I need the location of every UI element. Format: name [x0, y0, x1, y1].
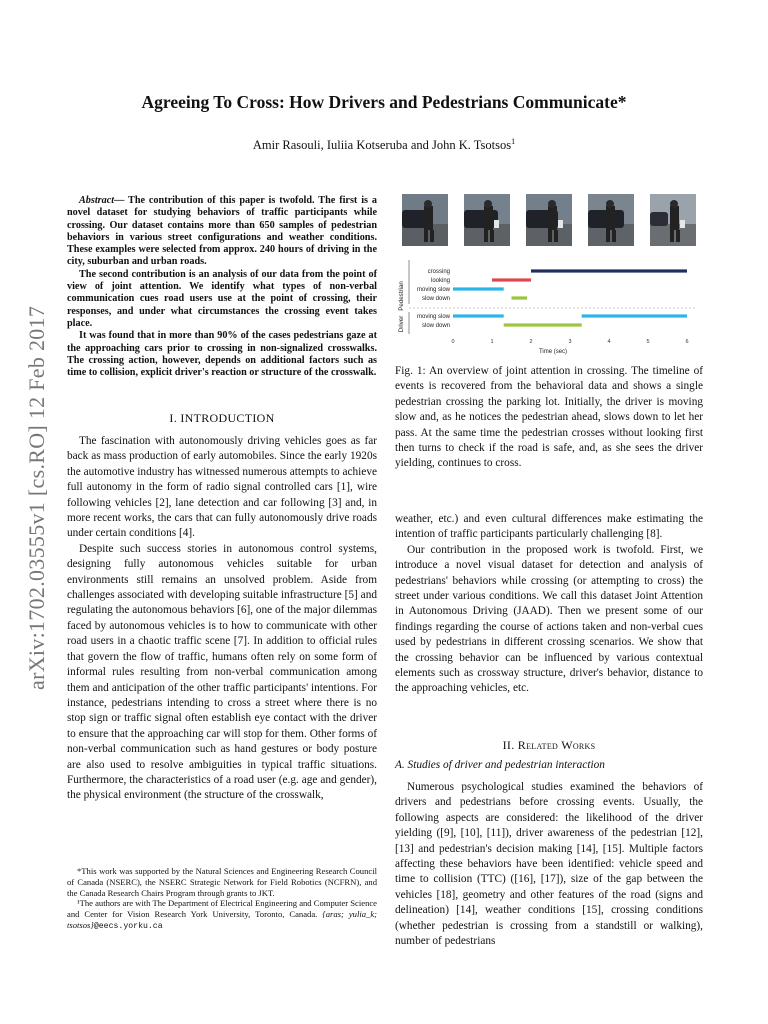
group-label-driver: Driver: [398, 315, 405, 333]
footnote-funding: *This work was supported by the Natural Sciences and Engineering Research Council of Canada (NSERC), the NSERC Strategic Network for Field Robotics (NCFRN), and the Canada Research Chairs Program through grants to JKT.: [67, 866, 377, 898]
author-list: [0, 137, 768, 153]
timeline-bar-pedestrian-looking-0: [492, 278, 531, 281]
x-tick-label: 5: [646, 339, 650, 345]
photo-frame-1: [402, 194, 448, 246]
email-domain: @eecs.yorku.ca: [93, 921, 163, 931]
subsection-heading-a: A. Studies of driver and pedestrian interaction: [395, 759, 605, 771]
timeline-x-label: Time (sec): [538, 349, 568, 355]
figure-timeline: [395, 252, 703, 360]
row-label-pedestrian-slow-down: slow down: [421, 296, 450, 302]
timeline-bar-pedestrian-slow-down-0: [512, 296, 528, 299]
timeline-bar-driver-moving-slow-1: [582, 314, 687, 317]
x-tick-label: 2: [529, 339, 533, 345]
intro-paragraph-1: The fascination with autonomously driving vehicles goes as far back as mass production of early automobiles. Since the early 1920s the automotive industry has witnessed numerous attempts to achieve full autonomy in the form of radio signal controlled cars [1], wire following vehicles [2], lane detection and car following [3] and, in more recent works, the cars that can fully autonomously drive roads under certain conditions [4].: [67, 435, 377, 540]
abstract-paragraph-3: It was found that in more than 90% of the cases pedestrians gaze at the approaching cars prior to crossing in non-signalized crosswalks. The crossing action, however, depends on additional factors such as time to collision, explicit driver's reaction or structure of the crosswalk.: [67, 330, 377, 379]
intro-paragraph-2: Despite such success stories in autonomous control systems, designing fully autonomous vehicles suitable for urban environments still remains an unsolved problem. Aside from challenges associated with developing suitable infrastructure [5] and regulating the autonomous behaviors [6], one of the major dilemmas faced by autonomous vehicles is to how to communicate with other road users in a chaotic traffic scene [7]. In addition to official rules that govern the flow of traffic, humans often rely on some form of informal rules resulting from non-verbal communication among them and anticipation of the other traffic participants' intentions. For instance, pedestrians intending to cross a street where there is no stop sign or traffic signal often establish eye contact with the driver to ensure that the approaching car will stop for them. Other forms of non-verbal communication such as hand gestures or body posture are also used to resolve ambiguities in typical traffic situations. Furthermore, the characteristics of a road user (e.g. age and gender), the physical environment (the structure of the crosswalk,: [67, 542, 377, 802]
section-heading-related-works: II. Related Works: [502, 738, 596, 752]
related-works-body: [395, 780, 703, 949]
introduction-body: [67, 434, 377, 804]
x-tick-label: 6: [685, 339, 689, 345]
timeline-bar-driver-moving-slow-0: [453, 314, 504, 317]
author-names: Amir Rasouli, Iuliia Kotseruba and John K. Tsotsos: [252, 138, 512, 153]
row-label-pedestrian-crossing: crossing: [427, 269, 450, 275]
photo-frame-5: [650, 194, 696, 246]
arxiv-identifier: arXiv:1702.03555v1 [cs.RO] 12 Feb 2017: [24, 305, 49, 690]
timeline-bar-pedestrian-moving-slow-0: [453, 287, 504, 290]
group-label-pedestrian: Pedestrian: [398, 281, 405, 311]
x-tick-label: 3: [568, 339, 572, 345]
timeline-chart: [395, 252, 703, 360]
photo-frame-2: [464, 194, 510, 246]
x-tick-label: 4: [607, 339, 611, 345]
row-label-driver-slow-down: slow down: [421, 323, 450, 329]
row-label-pedestrian-looking: looking: [430, 278, 450, 284]
figure-caption: Fig. 1: An overview of joint attention in crossing. The timeline of events is recovered from the behavioral data and shows a single pedestrian crossing the parking lot. Initially, the driver is moving slow and, as he notices the pedestrian ahead, slows down to let her pass. At the same time the pedestrian crosses without looking first then turns to check if the road is safe, and, as she sees the driver yielding, continues to cross.: [395, 365, 703, 470]
abstract-text-1: — The contribution of this paper is twofold. The first is a novel dataset for studying behaviors of traffic participants while crossing. Our dataset contains more than 650 samples of pedestrian behaviors in various street configurations and weather conditions. These examples were selected from approx. 240 hours of driving in the city, suburban and urban roads.: [67, 195, 377, 268]
author-affiliation-mark: 1: [511, 137, 516, 146]
photo-frame-3: [526, 194, 572, 246]
footnotes: [67, 866, 377, 933]
figure-photo-strip: [402, 194, 698, 246]
footnote-affiliation: [67, 898, 377, 932]
paper-title: Agreeing To Cross: How Drivers and Pedestrians Communicate*: [141, 92, 627, 112]
related-works-paragraph: Numerous psychological studies examined the behaviors of drivers and pedestrians before crossing events. Usually, the following aspects are considered: the likelihood of the driver yielding ([9], [10], [11]), driver awareness of the pedestrian [12], [13] and pedestrian's decision making [14], [15]. Multiple factors affecting these behaviors have been identified: vehicle speed and time to collision (TTC) ([16], [17]), size of the gap between the vehicles [18], geometry and other features of the road (signs and delineation) [14], weather conditions [15], crossing conditions (whether pedestrian is crossing from a standstill or walking), number of pedestrians: [395, 781, 703, 948]
row-label-pedestrian-moving-slow: moving slow: [416, 287, 450, 293]
photo-frame-4: [588, 194, 634, 246]
x-tick-label: 0: [451, 339, 455, 345]
email-usernames: {aras; yulia_k; tsotsos}: [67, 909, 378, 930]
abstract-label: Abstract: [79, 195, 115, 206]
intro-continuation: weather, etc.) and even cultural differences make estimating the intention of traffic participants particularly challenging [8].: [395, 513, 703, 541]
abstract-paragraph-2: The second contribution is an analysis of our data from the point of view of joint attention. We identify what types of non-verbal communication cues road users use at the point of crossing, their responses, and under what circumstances the crossing event takes place.: [67, 268, 377, 329]
row-label-driver-moving-slow: moving slow: [416, 314, 450, 320]
timeline-bar-driver-slow-down-0: [504, 323, 582, 326]
abstract: [67, 195, 377, 379]
right-column-body: [395, 512, 703, 697]
timeline-bar-pedestrian-crossing-0: [531, 269, 687, 272]
section-heading-introduction: I. INTRODUCTION: [169, 411, 275, 425]
footnote-affiliation-text: ¹The authors are with The Department of Electrical Engineering and Computer Science and Center for Vision Research York University, Toronto, Canada.: [67, 898, 377, 920]
contribution-paragraph: Our contribution in the proposed work is twofold. First, we introduce a novel visual dataset for detection and analysis of pedestrians' behaviors while crossing (or attempting to cross) the street under various conditions. We call this dataset Joint Attention in Autonomous Driving (JAAD). Then we present some of our findings regarding the course of actions taken and non-verbal cues used by pedestrians in different crossing scenarios. We show that the crossing behavior can be influenced by various contextual elements such as crossway structure, driver's behavior, distance to the approaching vehicles, etc.: [395, 543, 703, 695]
photo-strip-svg: [402, 194, 698, 246]
abstract-paragraph-1: [67, 195, 377, 269]
x-tick-label: 1: [490, 339, 494, 345]
